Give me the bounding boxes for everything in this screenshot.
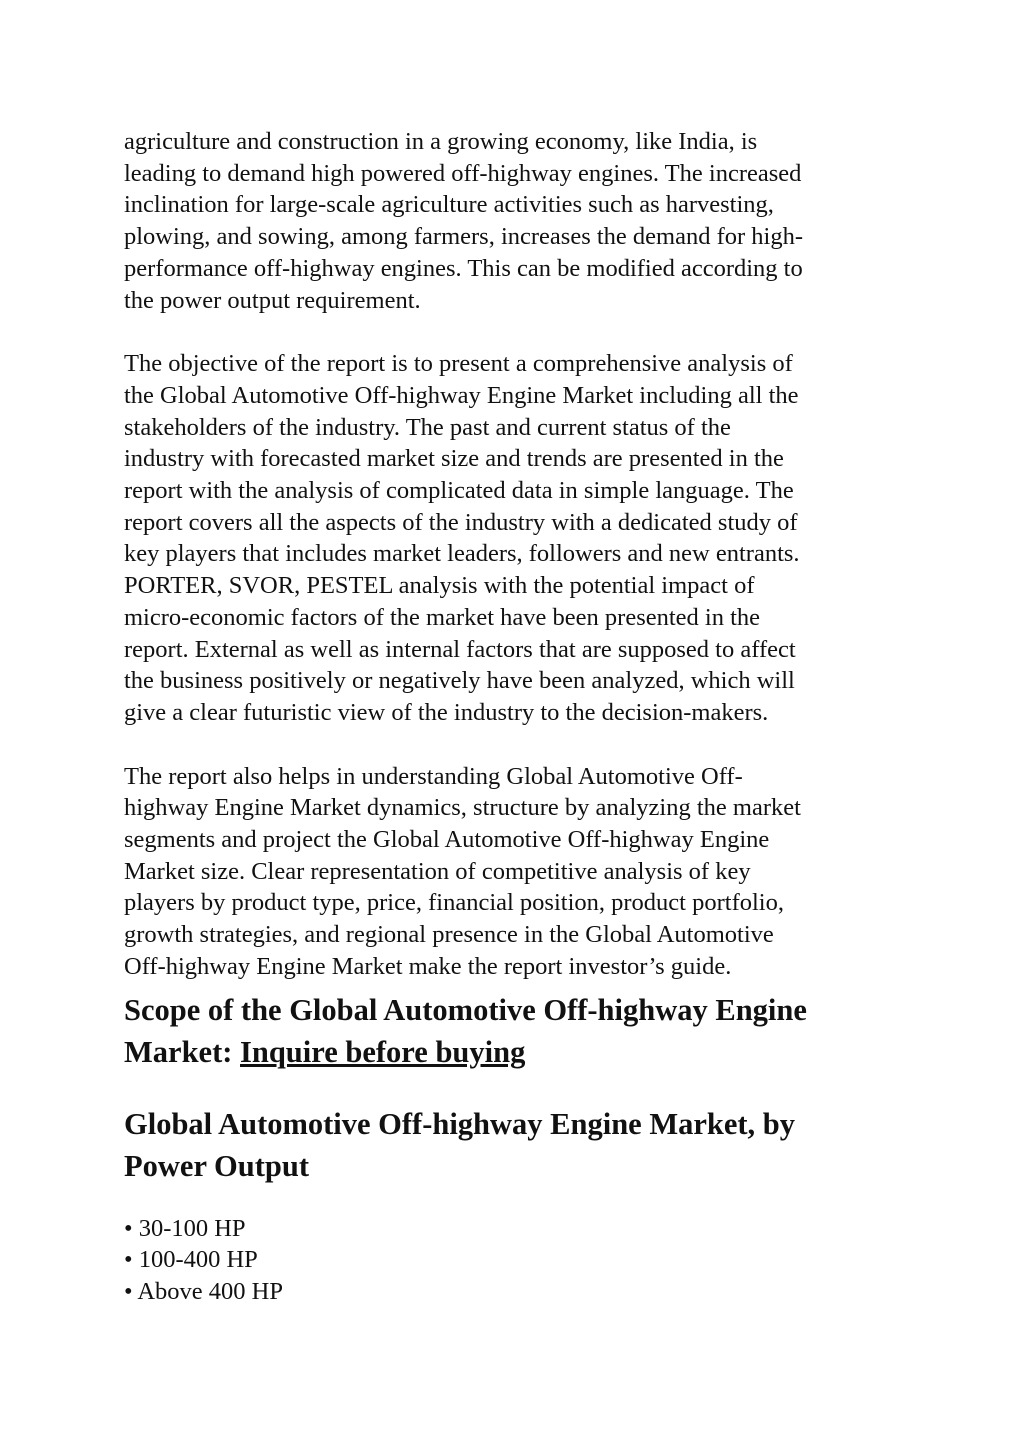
paragraph-report-helps: The report also helps in understanding Global Automotive Off- highway Engine Market dynamics, structure by analyzing the market segments and project the Global Automotive Off-highway Engine Market size. Clear representation of competitive analysis of key players by product type, price, financial position, product portfolio, growth strategies, and regional presence in the Global Automotive Off-highway Engine Market make the report investor’s guide. [124,762,801,980]
power-output-list [124,1213,904,1308]
scope-heading [124,989,904,1073]
document-page [124,126,904,1308]
paragraph-demand: agriculture and construction in a growing economy, like India, is leading to demand high powered off-highway engines. The increased inclination for large-scale agriculture activities such as harvesting, plowing, and sowing, among farmers, increases the demand for high- performance off-highway engines. This can be modified according to the power output requirement. [124,128,804,314]
inquire-before-buying-link[interactable]: Inquire before buying [240,1034,526,1069]
list-item: • 100-400 HP [124,1246,258,1274]
list-item: • 30-100 HP [124,1214,246,1242]
paragraph-objective: The objective of the report is to present a comprehensive analysis of the Global Automotive Off-highway Engine Market including all the stakeholders of the industry. The past and current status of the industry with forecasted market size and trends are presented in the report with the analysis of complicated data in simple language. The report covers all the aspects of the industry with a dedicated study of key players that includes market leaders, followers and new entrants. PORTER, SVOR, PESTEL analysis with the potential impact of micro-economic factors of the market have been presented in the report. External as well as internal factors that are supposed to affect the business positively or negatively have been analyzed, which will give a clear futuristic view of the industry to the decision-makers. [124,350,800,726]
power-output-heading: Global Automotive Off-highway Engine Market, by Power Output [124,1106,796,1183]
scope-heading-text: Scope of the Global Automotive Off-highway Engine Market: [124,992,807,1069]
list-item: • Above 400 HP [124,1277,283,1305]
